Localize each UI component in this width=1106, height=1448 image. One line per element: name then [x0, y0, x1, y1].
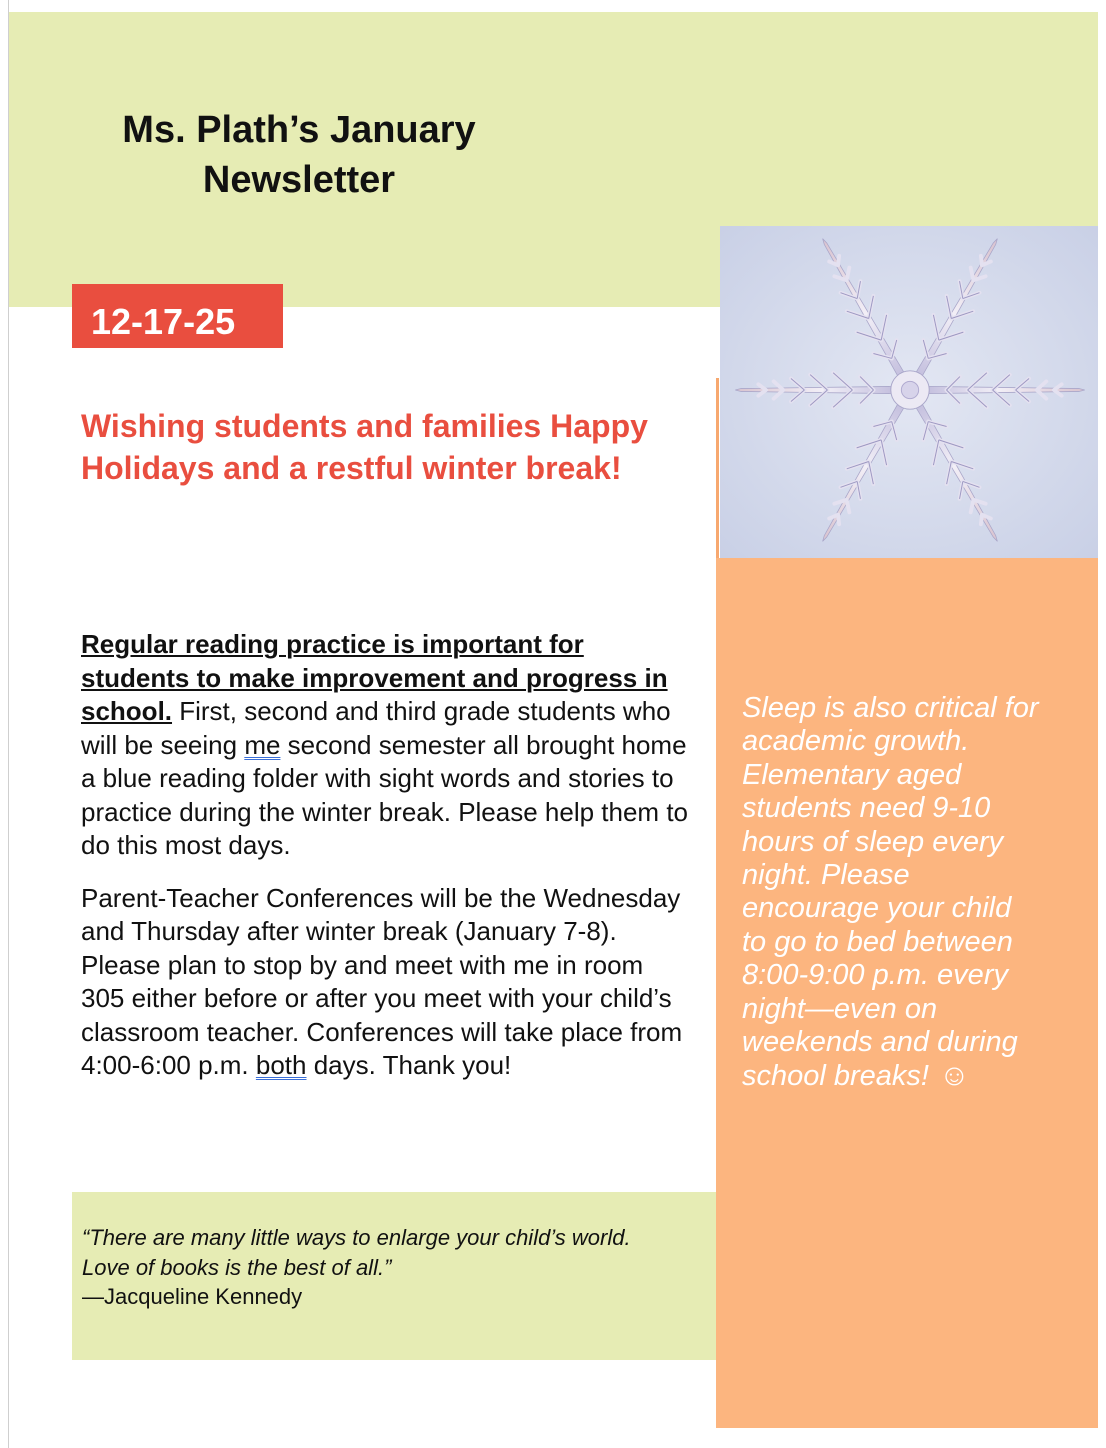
snowflake-icon [720, 226, 1098, 558]
quote-box [72, 1192, 716, 1360]
holiday-greeting: Wishing students and families Happy Holidays and a restful winter break! [81, 408, 648, 486]
quote [82, 1223, 682, 1312]
conference-text-start: Parent-Teacher Conferences will be the Wednesday and Thursday after winter break (January 7-8). Please plan to stop by and meet with me in room 305 either before or after you meet with your child’s classroom teacher. Conferences will take place from 4:00-6:00 p.m. [81, 882, 683, 1080]
reading-paragraph [81, 628, 691, 863]
smiley-icon: ☺ [939, 1059, 970, 1093]
spellcheck-flagged-word: me [244, 729, 281, 760]
newsletter-title [60, 105, 538, 205]
main-article [81, 628, 691, 1083]
spellcheck-flagged-word: both [255, 1050, 307, 1080]
sleep-note [742, 692, 1042, 1094]
quote-attribution: —Jacqueline Kennedy [82, 1284, 303, 1309]
title-line-1: Ms. Plath’s January [122, 109, 476, 151]
reading-lead: Regular reading practice is important for students to make improvement and progress in school. [81, 629, 668, 726]
quote-text: “There are many little ways to enlarge your child’s world. Love of books is the best of all.” [82, 1225, 631, 1280]
reading-text-end: second semester all brought home a blue reading folder with sight words and stories to practice during the winter break. Please help them to do this most days. [81, 729, 689, 860]
conference-text-end: days. Thank you! [306, 1050, 512, 1080]
snowflake-photo [720, 226, 1098, 558]
conference-paragraph [81, 882, 691, 1083]
reading-text-start: First, second and third grade students who will be seeing [81, 696, 671, 760]
date-badge: 12-17-25 [72, 284, 283, 348]
sleep-note-text: Sleep is also critical for academic growth. Elementary aged students need 9-10 hours of sleep every night. Please encourage your child to go to bed between 8:00-9:00 p.m. every night—even on weekends and during school breaks! [742, 692, 1039, 1093]
title-line-2: Newsletter [202, 159, 396, 201]
